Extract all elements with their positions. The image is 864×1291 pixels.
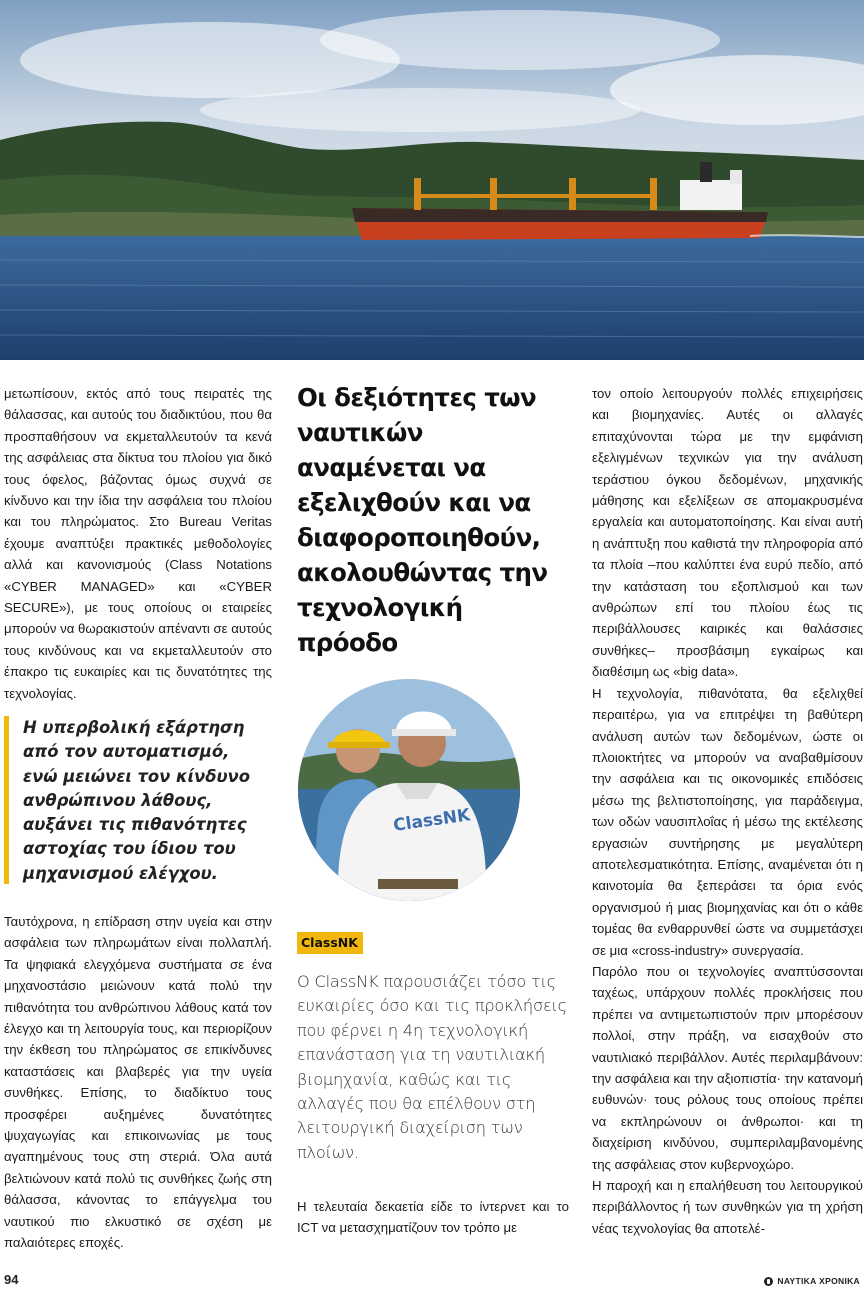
paragraph: Ταυτόχρονα, η επίδραση στην υγεία και στην ασφάλεια των πληρωμάτων είναι πολλαπλή. Τα ψηφιακά ελεγχόμενα συστήματα σε ένα μηχανοστάσιο μειώνουν κατά πολύ την πιθανότητα του ανθρώπινου λάθους κατά τον έλεγχο και τη λειτουργία τους, και περιορίζουν την έκθεση του πληρώματος σε επικίνδυνες καταστάσεις και βλαβερές για την υγεία συνθήκες. Επίσης, το διαδίκτυο τους προσφέρει αυξημένες δυνατότητες ψυχαγωγίας και επικοινωνίας με τους αγαπημένους τους στη στεριά. Όλα αυτά βελτιώνουν κατά πολύ τις συνθήκες ζωής στη θάλασσα, κάνοντας το επάγγελμα του ναυτικού πιο ελκυστικό σε σχέση με παλαιότερες εποχές. [4, 914, 272, 1251]
paragraph: Η τεχνολογία, πιθανότατα, θα εξελιχθεί περαιτέρω, για να επιτρέψει τη βαθύτερη ανάλυση αυτών των δεδομένων, ώστε οι πλοιοκτήτες να μπορούν να αναβαθμίσουν την ασφάλεια και τις οικονομικές επιδόσεις μέσω της βελτιστοποίησης, για παράδειγμα, των οδών ναυσιπλοΐας ή μέσω της εκτέλεσης εργασιών συντήρησης με μεγαλύτερη αποτελεσματικότητα. Επίσης, αναμένεται ότι η καινοτομία θα ξεπεράσει τα όρια ενός οργανισμού ή μιας βιομηχανίας και ότι ο κάθε τομέας θα ενθαρρυνθεί ώστε να συμμετάσχει σε μια «cross-industry» συνεργασία. [592, 685, 863, 958]
paragraph: Η παροχή και η επαλήθευση του λειτουργικού περιβάλλοντος ή των συνθηκών για τη χρήση νέας τεχνολογίας θα αποτελέ- [592, 1178, 863, 1236]
page-number: 94 [4, 1272, 19, 1287]
photo-logo-text: ClassNK [392, 805, 472, 836]
column-middle-body [297, 1196, 569, 1239]
ship-at-sea-illustration [0, 0, 864, 360]
brand-logo-icon [764, 1277, 773, 1286]
paragraph: Η τελευταία δεκαετία είδε το ίντερνετ και το ICT να μετασχηματίζουν τον τρόπο με [297, 1199, 569, 1236]
publication-brand [764, 1276, 860, 1286]
column-middle [297, 380, 569, 660]
brand-name: ΝΑΥΤΙΚΑ ΧΡΟΝΙΚΑ [777, 1276, 860, 1286]
article-lead: Ο ClassNK παρουσιάζει τόσο τις ευκαιρίες όσο και τις προκλήσεις που φέρνει η 4η τεχνολογική επανάσταση για τη ναυτιλιακή βιομηχανία, καθώς και τις αλλαγές που θα επέλθουν στη λειτουργική διαχείριση των πλοίων. [297, 972, 567, 1162]
column-left-top [4, 383, 272, 704]
column-left-bottom [4, 911, 272, 1254]
workers-photo-illustration [298, 679, 520, 901]
paragraph: Παρόλο που οι τεχνολογίες αναπτύσσονται ταχέως, υπάρχουν πολλές προκλήσεις που πρέπει να αντιμετωπιστούν πριν μπορέσουν πολλοί, στην πράξη, να εισαχθούν στο ναυτιλιακό περιβάλλον. Αυτές περιλαμβάνουν: την ασφάλεια και την αξιοπιστία· την κατανομή ευθυνών· τους ρόλους τους οποίους πρέπει να εκπληρώνουν οι άνθρωποι· και τη διαχείριση κινδύνου, συμπεριλαμβανομένης της ασφάλειας στον κυβερνοχώρο. [592, 963, 863, 1172]
column-right [592, 383, 863, 1239]
pull-quote-text: Η υπερβολική εξάρτηση από τον αυτοματισμό, ενώ μειώνει τον κίνδυνο ανθρώπινου λάθους, αυξάνει τις πιθανότητες αστοχίας του ίδιου του μηχανισμού ελέγχου. [23, 718, 250, 883]
source-tag: ClassNK [297, 932, 363, 954]
classnk-photo [298, 679, 520, 901]
pull-quote [4, 716, 266, 884]
paragraph: τον οποίο λειτουργούν πολλές επιχειρήσεις και βιομηχανίες. Αυτές οι αλλαγές επιταχύνονται τώρα με την εμφάνιση εξελιγμένων τεχνικών για την ανάλυση τεράστιου όγκου δεδομένων, μηχανικής μάθησης και εξελίξεων σε απομακρυσμένα εργαλεία και αυτοματοποίησης. Και είναι αυτή η ανάπτυξη που καθιστά την πληροφορία από τα πλοία –που καλύπτει ένα ευρύ πεδίο, από την κατάσταση του εξοπλισμού και των ανθρώπων επί του πλοίου έως τις περιβάλλουσες καιρικές και θαλάσσιες συνθήκες– προσβάσιμη εγκαίρως και διαθέσιμη ως «big data». [592, 386, 863, 680]
paragraph: μετωπίσουν, εκτός από τους πειρατές της θάλασσας, και αυτούς του διαδικτύου, που θα προσπαθήσουν να εκμεταλλευτούν τα κενά της ασφάλειας στα δίκτυα του πλοίου για δικό τους όφελος, βάζοντας όμως συχνά σε κίνδυνο και την ίδια την ασφάλεια του πλοίου και του πληρώματος. Στο Bureau Veritas έχουμε αναπτύξει πρακτικές μεθοδολογίες αλλά και κανονισμούς (Class Notations «CYBER MANAGED» και «CYBER SECURE»), με τους οποίους οι εταιρείες μπορούν να θωρακιστούν απέναντι σε αυτούς τους κινδύνους και να εκμεταλλευτούν στο έπακρο τις ευκαιρίες και τις δυνατότητες της τεχνολογίας. [4, 386, 272, 701]
article-headline: Οι δεξιότητες των ναυτικών αναμένεται να εξελιχθούν και να διαφοροποιηθούν, ακολουθώντας την τεχνολογική πρόοδο [297, 383, 548, 657]
hero-photo [0, 0, 864, 360]
